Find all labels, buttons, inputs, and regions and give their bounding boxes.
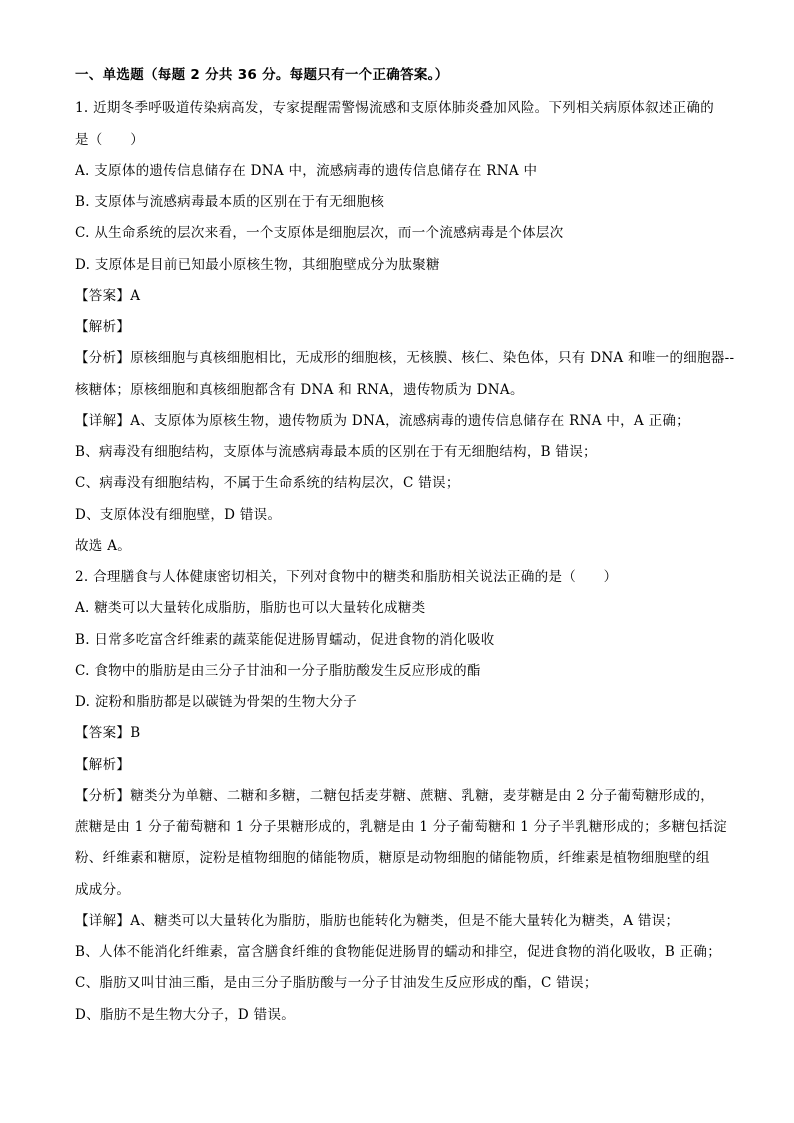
q1-detail-line: D、支原体没有细胞壁，D 错误。 — [75, 507, 282, 523]
q2-detail-line: B、人体不能消化纤维素，富含膳食纤维的食物能促进肠胃的蠕动和排空，促进食物的消化吸收，B 正确； — [75, 944, 722, 960]
q2-detail-line: C、脂肪又叫甘油三酯，是由三分子脂肪酸与一分子甘油发生反应形成的酯，C 错误； — [75, 975, 598, 991]
q1-detail-line: B、病毒没有细胞结构，支原体与流感病毒最本质的区别在于有无细胞结构，B 错误； — [75, 444, 597, 460]
q1-detail-line: C、病毒没有细胞结构，不属于生命系统的结构层次，C 错误； — [75, 475, 460, 491]
q2-fenxi-line: 蔗糖是由 1 分子葡萄糖和 1 分子果糖形成的，乳糖是由 1 分子葡萄糖和 1 分子半乳糖形成的；多糖包括淀 — [75, 819, 727, 835]
q1-option-b: B. 支原体与流感病毒最本质的区别在于有无细胞核 — [75, 194, 385, 210]
q1-detail-line: 【详解】A、支原体为原核生物，遗传物质为 DNA，流感病毒的遗传信息储存在 RNA 中，A 正确； — [75, 413, 690, 429]
q1-conclusion: 故选 A。 — [75, 538, 132, 554]
q2-stem-line1: 2. 合理膳食与人体健康密切相关，下列对食物中的糖类和脂肪相关说法正确的是（ ） — [75, 569, 618, 585]
q2-fenxi-line: 成成分。 — [75, 882, 131, 898]
q1-stem-line1: 1. 近期冬季呼吸道传染病高发，专家提醒需警惕流感和支原体肺炎叠加风险。下列相关病原体叙述正确的 — [75, 100, 715, 116]
q2-detail-line: 【详解】A、糖类可以大量转化为脂肪，脂肪也能转化为糖类，但是不能大量转化为糖类，A 错误； — [75, 913, 680, 929]
q2-detail-line: D、脂肪不是生物大分子，D 错误。 — [75, 1007, 296, 1023]
q2-option-a: A. 糖类可以大量转化成脂肪，脂肪也可以大量转化成糖类 — [75, 600, 426, 616]
q1-fenxi-line1: 【分析】原核细胞与真核细胞相比，无成形的细胞核，无核膜、核仁、染色体，只有 DNA 和唯一的细胞器-- — [75, 350, 735, 366]
q2-option-c: C. 食物中的脂肪是由三分子甘油和一分子脂肪酸发生反应形成的酯 — [75, 663, 481, 679]
q1-option-c: C. 从生命系统的层次来看，一个支原体是细胞层次，而一个流感病毒是个体层次 — [75, 225, 564, 241]
q1-fenxi-line2: 核糖体；原核细胞和真核细胞都含有 DNA 和 RNA，遗传物质为 DNA。 — [75, 382, 524, 398]
q2-fenxi-line: 粉、纤维素和糖原，淀粉是植物细胞的储能物质，糖原是动物细胞的储能物质，纤维素是植物细胞壁的组 — [75, 850, 710, 866]
q2-fenxi-line: 【分析】糖类分为单糖、二糖和多糖，二糖包括麦芽糖、蔗糖、乳糖，麦芽糖是由 2 分子葡萄糖形成的， — [75, 788, 715, 804]
q2-answer: 【答案】B — [75, 725, 141, 741]
q2-analysis-label: 【解析】 — [75, 757, 131, 773]
q1-answer: 【答案】A — [75, 288, 141, 304]
section-title: 一、单选题（每题 2 分共 36 分。每题只有一个正确答案。） — [75, 67, 449, 83]
q2-option-d: D. 淀粉和脂肪都是以碳链为骨架的生物大分子 — [75, 694, 358, 710]
q1-stem-line2: 是（ ） — [75, 132, 144, 148]
q1-analysis-label: 【解析】 — [75, 319, 131, 335]
q1-option-d: D. 支原体是目前已知最小原核生物，其细胞壁成分为肽聚糖 — [75, 257, 440, 273]
q2-option-b: B. 日常多吃富含纤维素的蔬菜能促进肠胃蠕动，促进食物的消化吸收 — [75, 632, 495, 648]
q1-option-a: A. 支原体的遗传信息储存在 DNA 中，流感病毒的遗传信息储存在 RNA 中 — [75, 163, 538, 179]
